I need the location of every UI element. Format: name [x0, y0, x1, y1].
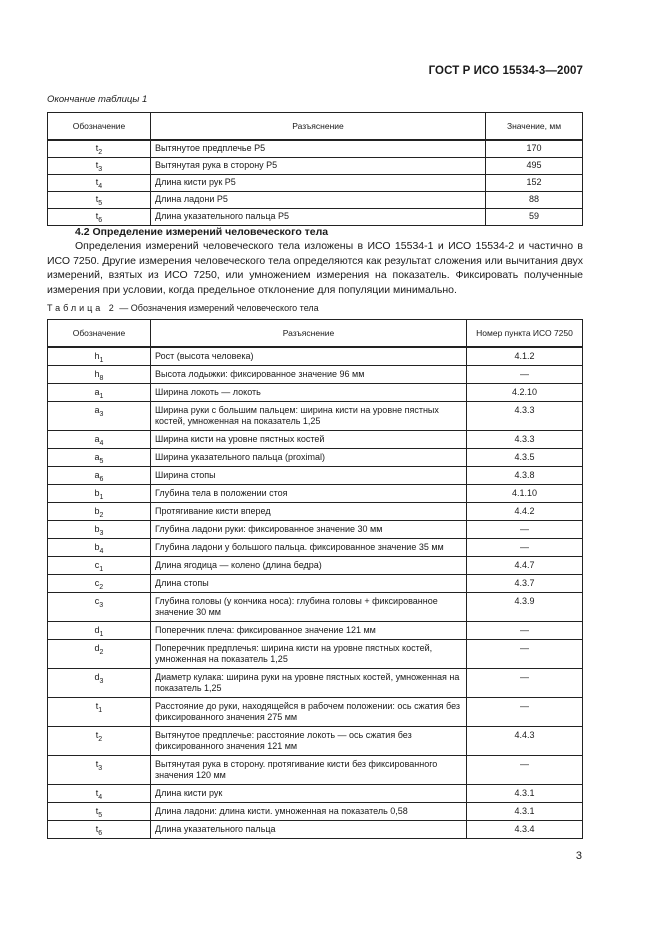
symbol-subscript: 1 — [99, 393, 104, 400]
symbol-letter: t — [95, 143, 99, 153]
value-cell: 170 — [486, 140, 583, 158]
table-row — [48, 402, 583, 431]
table-row — [48, 803, 583, 821]
value-cell: 152 — [486, 175, 583, 192]
symbol-cell — [48, 803, 151, 821]
symbol-cell — [48, 593, 151, 622]
symbol-subscript: 2 — [98, 736, 103, 743]
symbol-cell — [48, 158, 151, 175]
symbol-cell — [48, 503, 151, 521]
symbol-cell — [48, 366, 151, 384]
iso-ref-cell: 4.3.9 — [467, 593, 583, 622]
table-row — [48, 575, 583, 593]
symbol-letter: t — [95, 788, 99, 798]
explanation-cell: Глубина тела в положении стоя — [151, 485, 467, 503]
explanation-cell: Длина стопы — [151, 575, 467, 593]
table-row — [48, 140, 583, 158]
section-heading: 4.2 Определение измерений человеческого тела — [75, 226, 329, 238]
iso-ref-cell: — — [467, 756, 583, 785]
table-row — [48, 557, 583, 575]
explanation-cell: Рост (высота человека) — [151, 347, 467, 366]
symbol-subscript: 6 — [98, 830, 103, 837]
explanation-cell: Протягивание кисти вперед — [151, 503, 467, 521]
symbol-cell — [48, 347, 151, 366]
symbol-cell — [48, 669, 151, 698]
table-row — [48, 539, 583, 557]
explanation-cell: Вытянутая рука в сторону. протягивание кисти без фиксированного значения 120 мм — [151, 756, 467, 785]
explanation-cell: Высота лодыжки: фиксированное значение 96 мм — [151, 366, 467, 384]
symbol-letter: a — [94, 470, 100, 480]
symbol-subscript: 2 — [99, 584, 104, 591]
table-row — [48, 785, 583, 803]
explanation-cell: Длина кисти рук Р5 — [151, 175, 486, 192]
explanation-cell: Глубина ладони у большого пальца. фиксированное значение 35 мм — [151, 539, 467, 557]
symbol-letter: a — [94, 387, 100, 397]
table2 — [47, 319, 583, 839]
symbol-cell — [48, 431, 151, 449]
iso-ref-cell: — — [467, 539, 583, 557]
table-row — [48, 366, 583, 384]
table1-col-explanation: Разъяснение — [151, 113, 486, 141]
symbol-letter: b — [94, 506, 100, 516]
iso-ref-cell: 4.4.2 — [467, 503, 583, 521]
table2-col-iso-ref: Номер пункта ИСО 7250 — [467, 320, 583, 348]
iso-ref-cell: 4.4.7 — [467, 557, 583, 575]
iso-ref-cell: — — [467, 622, 583, 640]
explanation-cell: Поперечник плеча: фиксированное значение 121 мм — [151, 622, 467, 640]
symbol-subscript: 5 — [98, 200, 103, 207]
symbol-cell — [48, 175, 151, 192]
symbol-cell — [48, 821, 151, 839]
table1-col-value: Значение, мм — [486, 113, 583, 141]
explanation-cell: Вытянутое предплечье: расстояние локоть — ось сжатия без фиксированного значения 121 мм — [151, 727, 467, 756]
symbol-cell — [48, 449, 151, 467]
symbol-letter: a — [94, 405, 100, 415]
symbol-letter: c — [94, 578, 100, 588]
explanation-cell: Поперечник предплечья: ширина кисти на уровне пястных костей, умноженная на показатель 1,25 — [151, 640, 467, 669]
table-row — [48, 640, 583, 669]
symbol-subscript: 4 — [98, 183, 103, 190]
iso-ref-cell: — — [467, 698, 583, 727]
symbol-subscript: 3 — [99, 678, 104, 685]
symbol-cell — [48, 698, 151, 727]
table-row — [48, 192, 583, 209]
table2-caption — [47, 303, 319, 313]
iso-ref-cell: — — [467, 366, 583, 384]
symbol-subscript: 3 — [98, 166, 103, 173]
symbol-letter: b — [94, 542, 100, 552]
symbol-cell — [48, 140, 151, 158]
symbol-cell — [48, 557, 151, 575]
symbol-letter: c — [94, 560, 100, 570]
table2-col-explanation: Разъяснение — [151, 320, 467, 348]
table2-col-symbol: Обозначение — [48, 320, 151, 348]
table-row — [48, 756, 583, 785]
symbol-subscript: 4 — [99, 440, 104, 447]
table2-caption-label: Таблица 2 — [47, 303, 117, 313]
symbol-cell — [48, 485, 151, 503]
explanation-cell: Вытянутая рука в сторону Р5 — [151, 158, 486, 175]
symbol-letter: c — [94, 596, 100, 606]
symbol-letter: d — [94, 625, 100, 635]
table-row — [48, 209, 583, 226]
iso-ref-cell: 4.3.1 — [467, 803, 583, 821]
table-row — [48, 175, 583, 192]
iso-ref-cell: 4.3.3 — [467, 402, 583, 431]
iso-ref-cell: — — [467, 521, 583, 539]
symbol-subscript: 3 — [98, 765, 103, 772]
symbol-subscript: 1 — [99, 631, 104, 638]
symbol-letter: t — [95, 824, 99, 834]
table-row — [48, 727, 583, 756]
explanation-cell: Длина кисти рук — [151, 785, 467, 803]
iso-ref-cell: 4.3.5 — [467, 449, 583, 467]
table1-header-row — [48, 113, 583, 141]
explanation-cell: Вытянутое предплечье Р5 — [151, 140, 486, 158]
symbol-subscript: 1 — [99, 494, 104, 501]
symbol-letter: d — [94, 643, 100, 653]
symbol-subscript: 3 — [99, 602, 104, 609]
symbol-letter: t — [95, 160, 99, 170]
symbol-cell — [48, 521, 151, 539]
table-row — [48, 467, 583, 485]
symbol-cell — [48, 785, 151, 803]
symbol-subscript: 2 — [99, 649, 104, 656]
page-number: 3 — [575, 850, 582, 862]
symbol-subscript: 3 — [99, 411, 104, 418]
table2-header-row — [48, 320, 583, 348]
symbol-subscript: 4 — [98, 794, 103, 801]
symbol-cell — [48, 192, 151, 209]
symbol-letter: a — [94, 452, 100, 462]
value-cell: 59 — [486, 209, 583, 226]
table-row — [48, 384, 583, 402]
symbol-cell — [48, 756, 151, 785]
symbol-letter: t — [95, 759, 99, 769]
iso-ref-cell: 4.3.8 — [467, 467, 583, 485]
symbol-subscript: 2 — [98, 149, 103, 156]
table1-col-symbol: Обозначение — [48, 113, 151, 141]
symbol-letter: t — [95, 730, 99, 740]
symbol-subscript: 3 — [99, 530, 104, 537]
explanation-cell: Длина указательного пальца — [151, 821, 467, 839]
symbol-letter: b — [94, 488, 100, 498]
symbol-cell — [48, 727, 151, 756]
table-row — [48, 622, 583, 640]
iso-ref-cell: 4.3.7 — [467, 575, 583, 593]
symbol-cell — [48, 402, 151, 431]
symbol-subscript: 1 — [99, 357, 104, 364]
explanation-cell: Глубина ладони руки: фиксированное значение 30 мм — [151, 521, 467, 539]
section-paragraph: Определения измерений человеческого тела изложены в ИСО 15534-1 и ИСО 15534-2 и частично в ИСО 7250. Другие измерения человеческого тела определяются как результат сложения или вычитания двух измерений, взятых из ИСО 7250, или умножением измерения на показатель. Фиксировать полученные измерения при условии, когда предельное отклонение для популяции минимально. — [47, 240, 583, 296]
symbol-subscript: 5 — [99, 458, 104, 465]
table1-continuation-label: Окончание таблицы 1 — [47, 94, 148, 105]
symbol-subscript: 4 — [99, 548, 104, 555]
explanation-cell: Ширина руки с большим пальцем: ширина кисти на уровне пястных костей, умноженная на показатель 1,25 — [151, 402, 467, 431]
iso-ref-cell: 4.3.3 — [467, 431, 583, 449]
symbol-cell — [48, 539, 151, 557]
table-row — [48, 521, 583, 539]
iso-ref-cell: — — [467, 640, 583, 669]
iso-ref-cell: 4.2.10 — [467, 384, 583, 402]
iso-ref-cell: 4.4.3 — [467, 727, 583, 756]
symbol-subscript: 2 — [99, 512, 104, 519]
table-row — [48, 431, 583, 449]
value-cell: 495 — [486, 158, 583, 175]
symbol-subscript: 5 — [98, 812, 103, 819]
explanation-cell: Длина ягодица — колено (длина бедра) — [151, 557, 467, 575]
explanation-cell: Ширина стопы — [151, 467, 467, 485]
symbol-subscript: 1 — [99, 566, 104, 573]
symbol-letter: h — [94, 351, 100, 361]
explanation-cell: Длина ладони: длина кисти. умноженная на показатель 0,58 — [151, 803, 467, 821]
explanation-cell: Расстояние до руки, находящейся в рабочем положении: ось сжатия без фиксированного значения 275 мм — [151, 698, 467, 727]
symbol-letter: d — [94, 672, 100, 682]
symbol-letter: b — [94, 524, 100, 534]
symbol-cell — [48, 209, 151, 226]
explanation-cell: Ширина локоть — локоть — [151, 384, 467, 402]
iso-ref-cell: 4.3.4 — [467, 821, 583, 839]
symbol-cell — [48, 640, 151, 669]
symbol-subscript: 1 — [98, 707, 103, 714]
table-row — [48, 821, 583, 839]
explanation-cell: Глубина головы (у кончика носа): глубина головы + фиксированное значение 30 мм — [151, 593, 467, 622]
table2-body — [48, 347, 583, 839]
document-header: ГОСТ Р ИСО 15534-3—2007 — [428, 65, 583, 77]
symbol-letter: t — [95, 194, 99, 204]
table-row — [48, 347, 583, 366]
iso-ref-cell: 4.3.1 — [467, 785, 583, 803]
symbol-cell — [48, 622, 151, 640]
table-row — [48, 158, 583, 175]
table-row — [48, 503, 583, 521]
symbol-cell — [48, 467, 151, 485]
symbol-letter: h — [94, 369, 100, 379]
table-row — [48, 698, 583, 727]
symbol-cell — [48, 384, 151, 402]
table-row — [48, 485, 583, 503]
symbol-letter: t — [95, 177, 99, 187]
explanation-cell: Длина указательного пальца Р5 — [151, 209, 486, 226]
explanation-cell: Диаметр кулака: ширина руки на уровне пястных костей, умноженная на показатель 1,25 — [151, 669, 467, 698]
symbol-letter: t — [95, 806, 99, 816]
value-cell: 88 — [486, 192, 583, 209]
symbol-letter: t — [95, 701, 99, 711]
symbol-subscript: 8 — [99, 375, 104, 382]
iso-ref-cell: — — [467, 669, 583, 698]
table-row — [48, 449, 583, 467]
explanation-cell: Длина ладони Р5 — [151, 192, 486, 209]
symbol-subscript: 6 — [99, 476, 104, 483]
explanation-cell: Ширина указательного пальца (proximal) — [151, 449, 467, 467]
symbol-letter: a — [94, 434, 100, 444]
symbol-cell — [48, 575, 151, 593]
symbol-subscript: 6 — [98, 217, 103, 224]
explanation-cell: Ширина кисти на уровне пястных костей — [151, 431, 467, 449]
table-row — [48, 669, 583, 698]
iso-ref-cell: 4.1.2 — [467, 347, 583, 366]
table2-caption-text: — Обозначения измерений человеческого тела — [116, 303, 319, 313]
iso-ref-cell: 4.1.10 — [467, 485, 583, 503]
table-row — [48, 593, 583, 622]
table1 — [47, 112, 583, 226]
table1-body — [48, 140, 583, 226]
symbol-letter: t — [95, 211, 99, 221]
